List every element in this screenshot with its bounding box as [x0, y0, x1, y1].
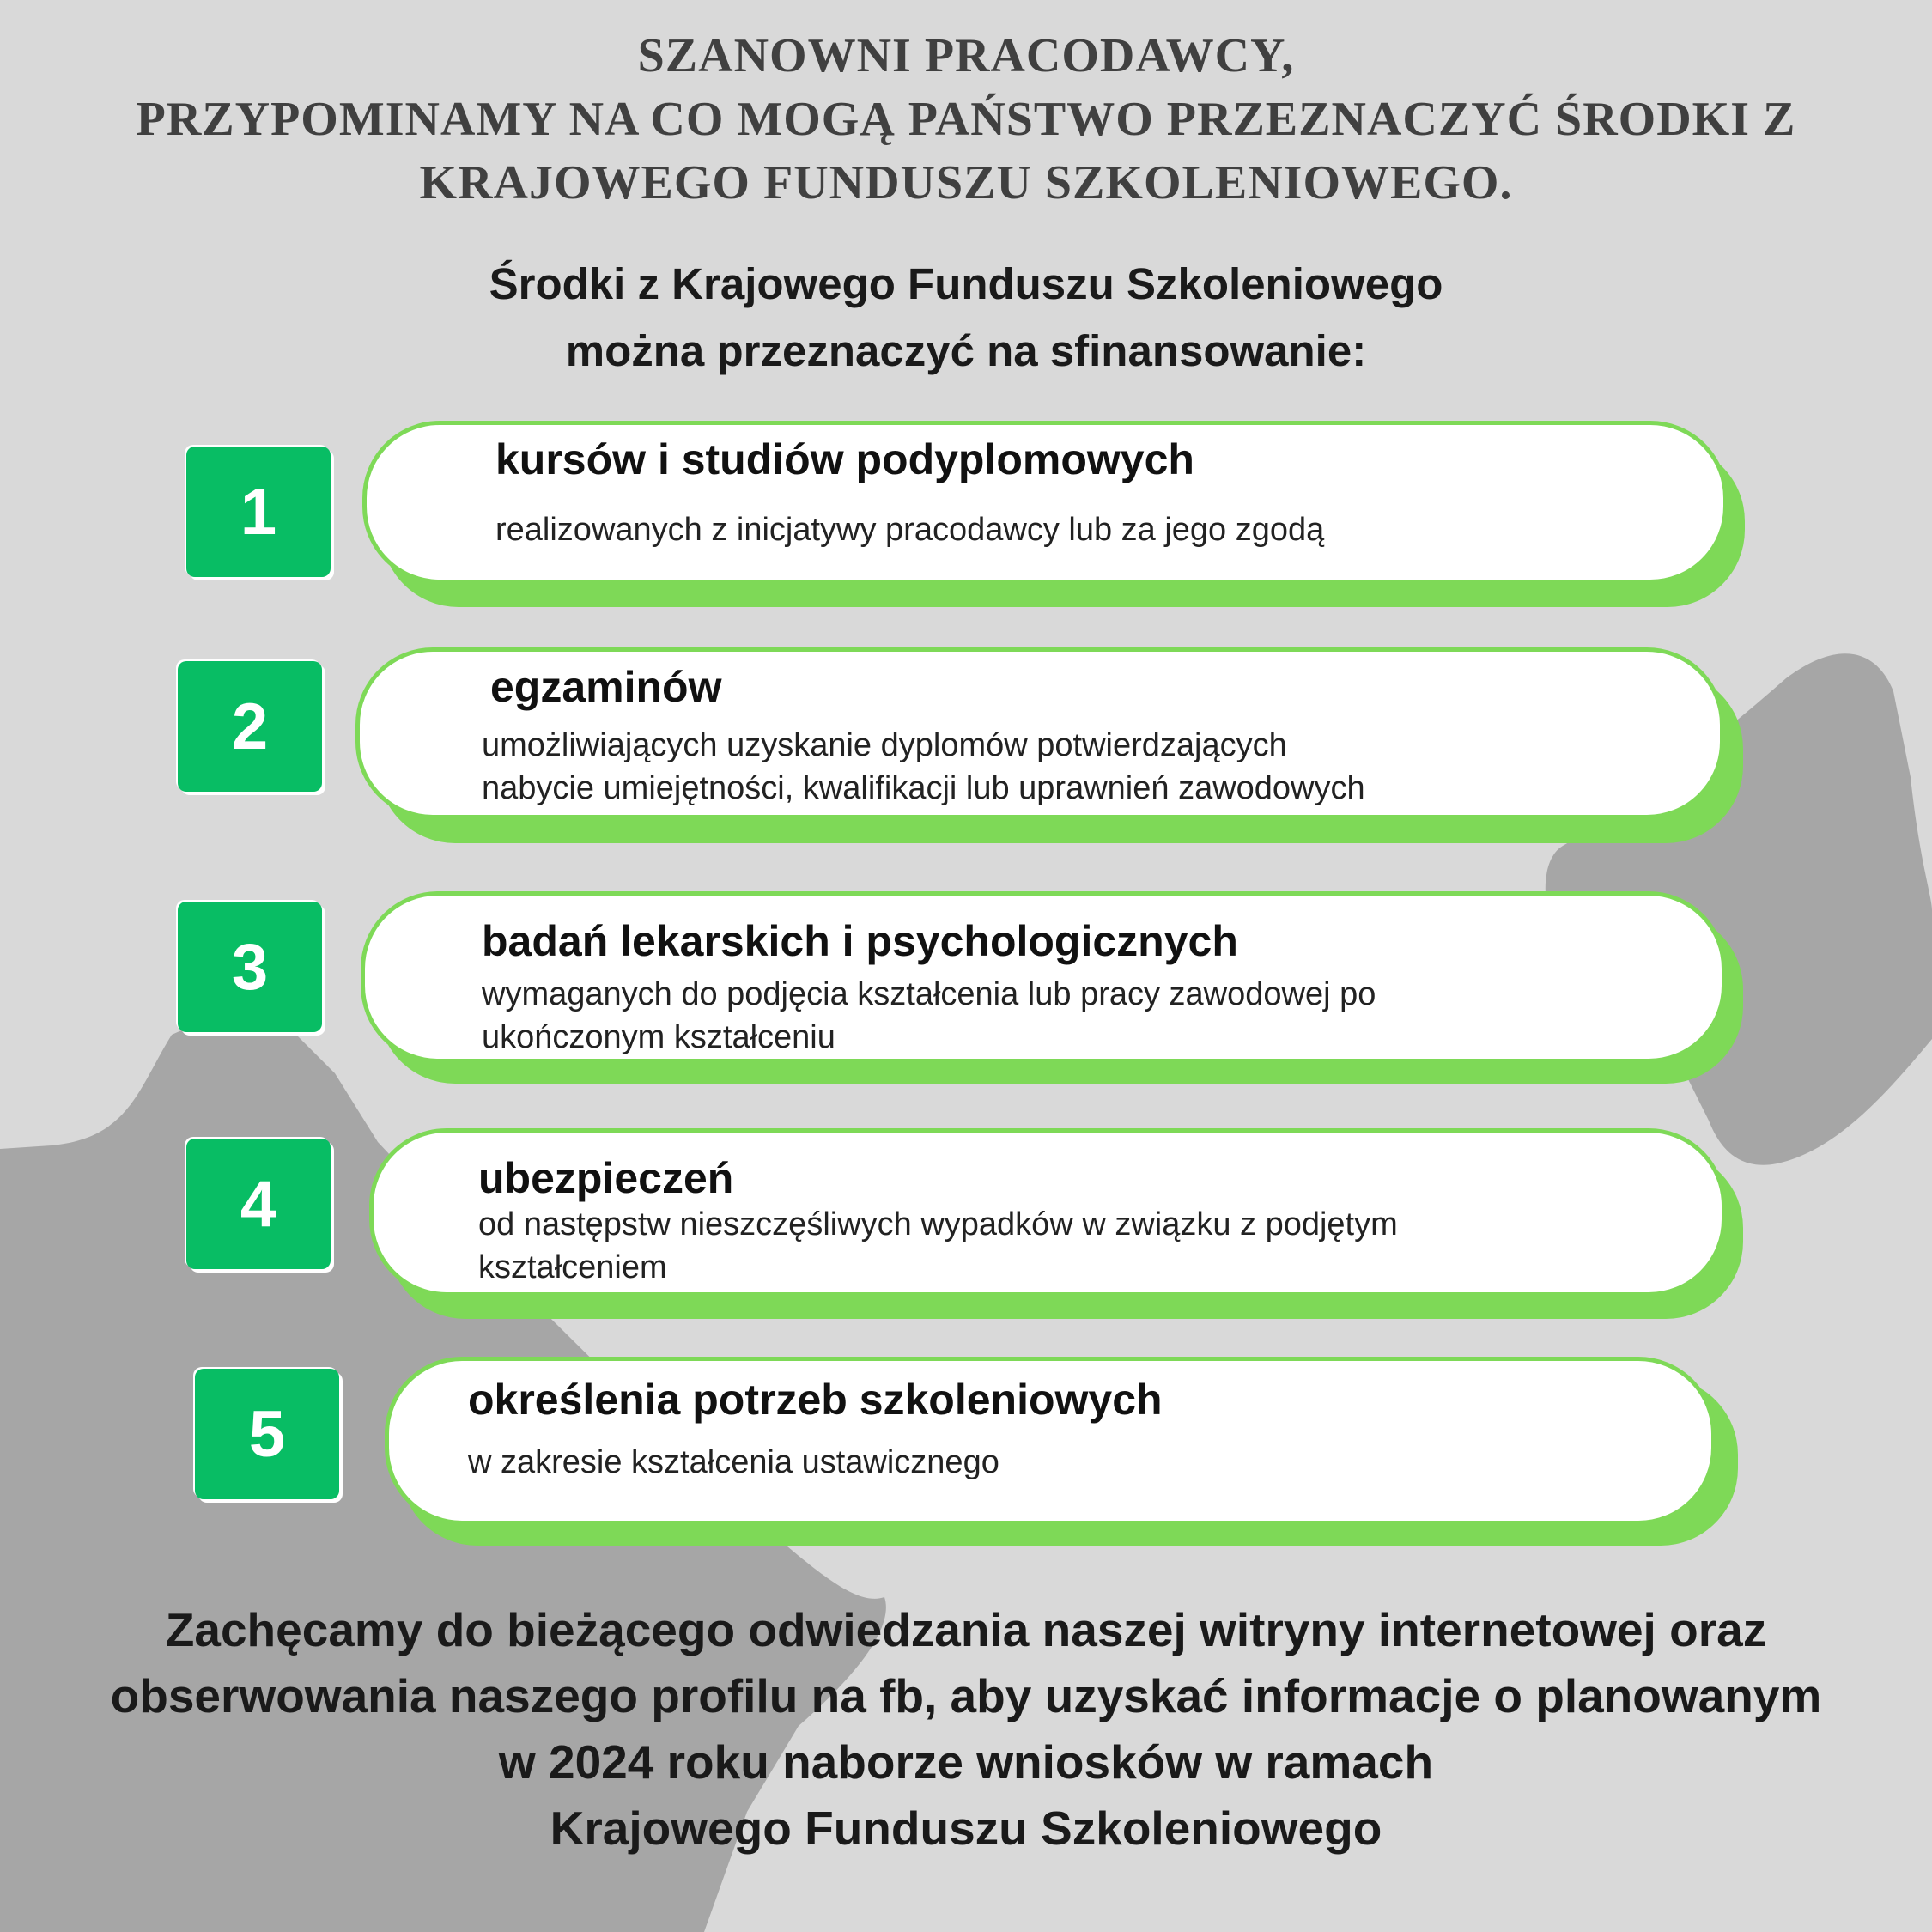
footer-line-2: obserwowania naszego profilu na fb, aby uzyskać informacje o planowanym — [110, 1669, 1822, 1722]
item-desc-3-line-1: wymaganych do podjęcia kształcenia lub pracy zawodowej po — [482, 976, 1376, 1012]
item-title-2: egzaminów — [490, 663, 722, 711]
page-heading — [0, 24, 1932, 215]
heading-line-1: SZANOWNI PRACODAWCY, — [637, 29, 1295, 82]
intro-line-1: Środki z Krajowego Funduszu Szkoleniowego — [489, 259, 1443, 308]
item-desc-5-line-1: w zakresie kształcenia ustawicznego — [468, 1444, 999, 1480]
number-badge-1: 1 — [186, 447, 331, 577]
item-title-5: określenia potrzeb szkoleniowych — [468, 1376, 1163, 1424]
footer-text — [0, 1597, 1932, 1862]
intro-text — [0, 251, 1932, 385]
footer-line-3: w 2024 roku naborze wniosków w ramach — [498, 1735, 1434, 1789]
heading-line-2: PRZYPOMINAMY NA CO MOGĄ PAŃSTWO PRZEZNACZYĆ ŚRODKI Z — [136, 93, 1796, 146]
item-title-4: ubezpieczeń — [478, 1154, 734, 1202]
item-title-1: kursów i studiów podyplomowych — [495, 435, 1194, 483]
item-desc-4-line-2: kształceniem — [478, 1249, 667, 1285]
item-title-3: badań lekarskich i psychologicznych — [482, 917, 1238, 965]
intro-line-2: można przeznaczyć na sfinansowanie: — [565, 326, 1367, 375]
number-badge-4: 4 — [186, 1139, 331, 1269]
item-desc-4-line-1: od następstw nieszczęśliwych wypadków w związku z podjętym — [478, 1206, 1398, 1242]
number-badge-2: 2 — [178, 661, 322, 792]
item-desc-2-line-2: nabycie umiejętności, kwalifikacji lub uprawnień zawodowych — [482, 770, 1365, 806]
footer-line-1: Zachęcamy do bieżącego odwiedzania naszej witryny internetowej oraz — [165, 1603, 1767, 1656]
heading-line-3: KRAJOWEGO FUNDUSZU SZKOLENIOWEGO. — [419, 156, 1513, 210]
item-desc-3-line-2: ukończonym kształceniu — [482, 1019, 835, 1055]
number-badge-5: 5 — [195, 1369, 339, 1499]
item-desc-2-line-1: umożliwiających uzyskanie dyplomów potwierdzających — [482, 727, 1287, 763]
number-badge-3: 3 — [178, 902, 322, 1032]
item-desc-1-line-1: realizowanych z inicjatywy pracodawcy lub za jego zgodą — [495, 512, 1325, 548]
footer-line-4: Krajowego Funduszu Szkoleniowego — [550, 1801, 1382, 1855]
